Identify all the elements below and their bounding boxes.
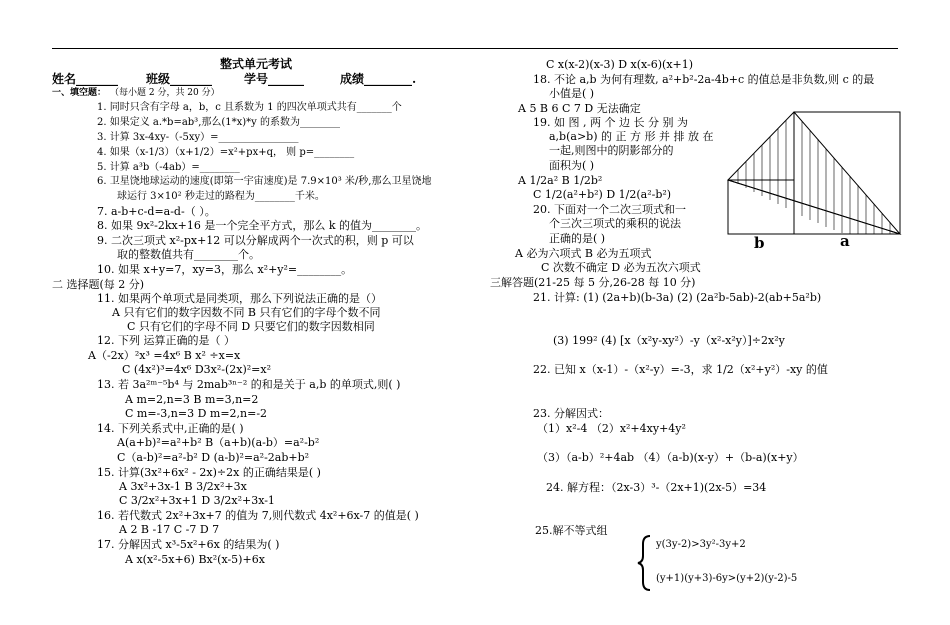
- system-brace-icon: [636, 534, 656, 592]
- q20-line3: 正确的是( ): [549, 232, 606, 245]
- q19-line4: 面积为( ): [549, 159, 595, 172]
- hatch-lines: [738, 112, 890, 234]
- q3: 3. 计算 3x-4xy-（-5xy）=________________: [97, 132, 299, 143]
- q19-line2: a,b(a>b) 的 正 方 形 并 排 放 在: [549, 130, 714, 143]
- q20-cd: C 次数不确定 D 必为五次六项式: [541, 261, 701, 274]
- q11: 11. 如果两个单项式是同类项，那么下列说法正确的是（）: [97, 292, 382, 305]
- q17: 17. 分解因式 x³-5x²+6x 的结果为( ): [97, 538, 280, 551]
- q22: 22. 已知 x（x-1）-（x²-y）=-3，求 1/2（x²+y²）-xy 的值: [533, 363, 828, 376]
- q9-cont: 取的整数值共有________个。: [117, 248, 260, 261]
- figure-label-b: b: [754, 234, 765, 252]
- q20: 20. 下面对一个二次三项式和一: [533, 203, 686, 216]
- score-label: 成绩________.: [340, 72, 417, 86]
- q25-ineq2: (y+1)(y+3)-6y>(y+2)(y-2)-5: [656, 573, 798, 584]
- q19-line3: 一起,则图中的阴影部分的: [549, 144, 674, 157]
- q6-cont: 球运行 3×10² 秒走过的路程为________千米。: [117, 191, 325, 202]
- figure-label-a: a: [840, 232, 850, 250]
- q11-cd: C 只有它们的字母不同 D 只要它们的数字因数相同: [127, 320, 375, 333]
- q13-cd: C m=-3,n=3 D m=2,n=-2: [125, 407, 268, 420]
- q9: 9. 二次三项式 x²-px+12 可以分解成两个一次式的积，则 p 可以: [97, 234, 414, 247]
- q12-ab: A（-2x）²x³ =4x⁶ B x² ÷x=x: [88, 349, 241, 362]
- name-label: 姓名_______: [52, 72, 119, 86]
- q11-ab: A 只有它们的数字因数不同 B 只有它们的字母个数不同: [112, 306, 381, 319]
- q2: 2. 如果定义 a.*b=ab³,那么(1*x)*y 的系数为________: [97, 117, 341, 128]
- q20-ab: A 必为六项式 B 必为五项式: [515, 247, 652, 260]
- q17-ab: A x(x²-5x+6) Bx²(x-5)+6x: [125, 553, 265, 566]
- student-number-label: 学号______: [244, 72, 305, 86]
- q23-part2: （3）（a-b）²+4ab （4）（a-b)(x-y）+（b-a)(x+y）: [537, 451, 804, 464]
- q12: 12. 下列 运算正确的是（ ）: [97, 334, 235, 347]
- q24: 24. 解方程：（2x-3）³-（2x+1)(2x-5）=34: [546, 481, 767, 494]
- q21: 21. 计算: (1) (2a+b)(b-3a) (2) (2a²b-5ab)-2(ab+5a²b): [533, 291, 822, 304]
- q25: 25.解不等式组: [535, 524, 608, 537]
- q7: 7. a-b+c-d=a-d-（ ）。: [97, 205, 216, 218]
- q1: 1. 同时只含有字母 a，b，c 且系数为 1 的四次单项式共有_______个: [97, 102, 402, 113]
- q14-cd: C（a-b)²=a²-b² D (a-b)²=a²-2ab+b²: [117, 451, 310, 464]
- q23-part1: （1）x²-4 （2）x²+4xy+4y²: [537, 422, 686, 435]
- section2-heading: 二 选择题(每 2 分): [52, 278, 145, 291]
- q17-cd: C x(x-2)(x-3) D x(x-6)(x+1): [546, 58, 694, 71]
- exam-title: 整式单元考试: [220, 57, 293, 71]
- q15-cd: C 3/2x²+3x+1 D 3/2x²+3x-1: [119, 494, 275, 507]
- q21-part2: (3) 199² (4) [x（x²y-xy²）-y（x²-x²y）]÷2x²y: [553, 334, 785, 347]
- two-squares-figure: [726, 110, 902, 238]
- q14: 14. 下列关系式中,正确的是( ): [97, 422, 244, 435]
- q19-cd: C 1/2(a²+b²) D 1/2(a²-b²): [533, 188, 672, 201]
- q14-ab: A(a+b)²=a²+b² B（a+b)(a-b）=a²-b²: [117, 436, 320, 449]
- q20-line2: 个三次三项式的乘积的说法: [549, 217, 681, 230]
- q8: 8. 如果 9x²-2kx+16 是一个完全平方式，那么 k 的值为________。: [97, 219, 428, 232]
- top-rule: [52, 48, 898, 49]
- q16: 16. 若代数式 2x²+3x+7 的值为 7,则代数式 4x²+6x-7 的值是( ): [97, 509, 419, 522]
- q5: 5. 计算 a³b（-4ab）=________: [97, 162, 240, 173]
- q23: 23. 分解因式：: [533, 407, 609, 420]
- q15: 15. 计算(3x²+6x² - 2x)÷2x 的正确结果是( ): [97, 466, 321, 479]
- q15-ab: A 3x²+3x-1 B 3/2x²+3x: [119, 480, 247, 493]
- q13-ab: A m=2,n=3 B m=3,n=2: [125, 393, 259, 406]
- q18-cont: 小值是( ): [549, 87, 595, 100]
- q19: 19. 如 图 , 两 个 边 长 分 别 为: [533, 116, 688, 129]
- q18: 18. 不论 a,b 为何有理数, a²+b²-2a-4b+c 的值总是非负数,则 c 的最: [533, 73, 875, 86]
- q18-options: A 5 B 6 C 7 D 无法确定: [518, 102, 641, 115]
- section1-heading: 一、填空题：: [52, 88, 107, 98]
- q25-ineq1: y(3y-2)>3y²-3y+2: [656, 539, 746, 550]
- section1-note: （每小题 2 分，共 20 分）: [110, 88, 220, 98]
- q4: 4. 如果（x-1/3）（x+1/2）=x²+px+q， 则 p=________: [97, 147, 355, 158]
- q16-options: A 2 B -17 C -7 D 7: [119, 523, 220, 536]
- q6: 6. 卫星饶地球运动的速度(即第一宇宙速度)是 7.9×10³ 米/秒,那么卫星饶地: [97, 176, 432, 187]
- class-label: 班级_______: [146, 72, 213, 86]
- q19-ab: A 1/2a² B 1/2b²: [518, 174, 603, 187]
- q13: 13. 若 3a²ᵐ⁻⁵b⁴ 与 2mab³ⁿ⁻² 的和是关于 a,b 的单项式,则( ): [97, 378, 401, 391]
- q12-cd: C (4x²)³=4x⁶ D3x²-(2x)²=x²: [122, 363, 272, 376]
- q10: 10. 如果 x+y=7，xy=3，那么 x²+y²=________。: [97, 263, 353, 276]
- section3-heading: 三解答题(21-25 每 5 分,26-28 每 10 分): [490, 276, 696, 289]
